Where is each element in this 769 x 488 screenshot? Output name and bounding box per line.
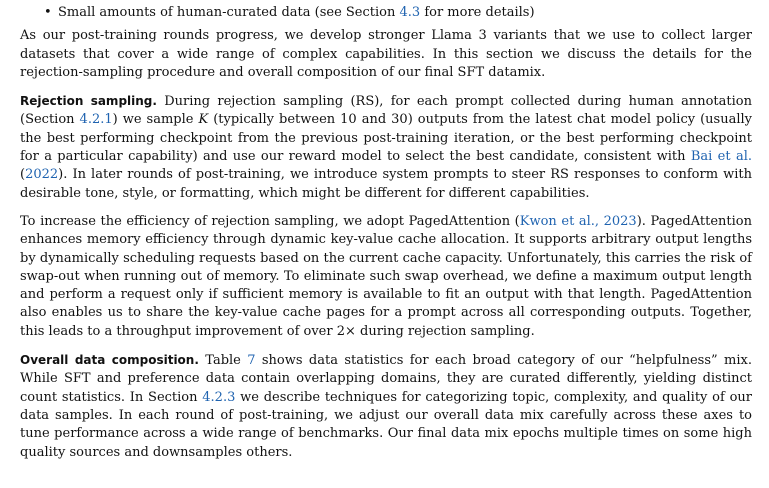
bullet-item [20,4,752,22]
table-ref-7[interactable]: 7 [247,353,256,369]
citation-bai-year[interactable]: 2022 [25,167,59,183]
data-composition-heading: Overall data composition. [20,353,199,368]
citation-bai-authors[interactable]: Bai et al. [690,149,752,165]
bullet-text: Small amounts of human-curated data (see Section 4.3 for more details) [58,5,535,20]
paper-page [20,4,752,472]
intro-paragraph: As our post-training rounds progress, we develop stronger Llama 3 variants that we use to collect larger datasets that cover a wide range of complex capabilities. In this section we discuss the details for the rejection-sampling procedure and overall composition of our final SFT datamix. [20,28,752,80]
section-ref-4-2-1[interactable]: 4.2.1 [79,112,113,128]
variable-k: K [198,112,209,128]
data-composition-paragraph: Overall data composition. Table 7 shows data statistics for each broad category of our “helpfulness” mix. While SFT and preference data contain overlapping domains, they are curated differently, yielding distinct count statistics. In Section 4.2.3 we describe techniques for categorizing topic, complexity, and quality of our data samples. In each round of post-training, we adjust our overall data mix carefully across these axes to tune performance across a wide range of benchmarks. Our final data mix epochs multiple times on some high quality sources and downsamples others. [20,353,752,460]
rejection-sampling-heading: Rejection sampling. [20,94,157,109]
section-ref-4-2-3[interactable]: 4.2.3 [202,389,236,405]
paged-attention-paragraph: To increase the efficiency of rejection sampling, we adopt PagedAttention (Kwon et al., 2023). PagedAttention enhances memory efficiency through dynamic key-value cache allocation. It supports arbitrary output lengths by dynamically scheduling requests based on the current cache capacity. Unfortunately, this carries the risk of swap-out when running out of memory. To eliminate such swap overhead, we define a maximum output length and perform a request only if sufficient memory is available to fit an output with that length. PagedAttention also enables us to share the key-value cache pages for a prompt across all corresponding outputs. Together, this leads to a throughput improvement of over 2× during rejection sampling. [20,213,752,339]
rejection-sampling-paragraph: Rejection sampling. During rejection sampling (RS), for each prompt collected during human annotation (Section 4.2.1) we sample K (typically between 10 and 30) outputs from the latest chat model policy (usually the best performing checkpoint from the previous post-training iteration, or the best performing checkpoint for a particular capability) and use our reward model to select the best candidate, consistent with Bai et al. (2022). In later rounds of post-training, we introduce system prompts to steer RS responses to conform with desirable tone, style, or formatting, which might be different for different capabilities. [20,94,752,201]
citation-kwon[interactable]: Kwon et al., 2023 [519,213,637,229]
bullet-dot: • [44,5,52,20]
section-ref-4-3[interactable]: 4.3 [399,5,421,20]
